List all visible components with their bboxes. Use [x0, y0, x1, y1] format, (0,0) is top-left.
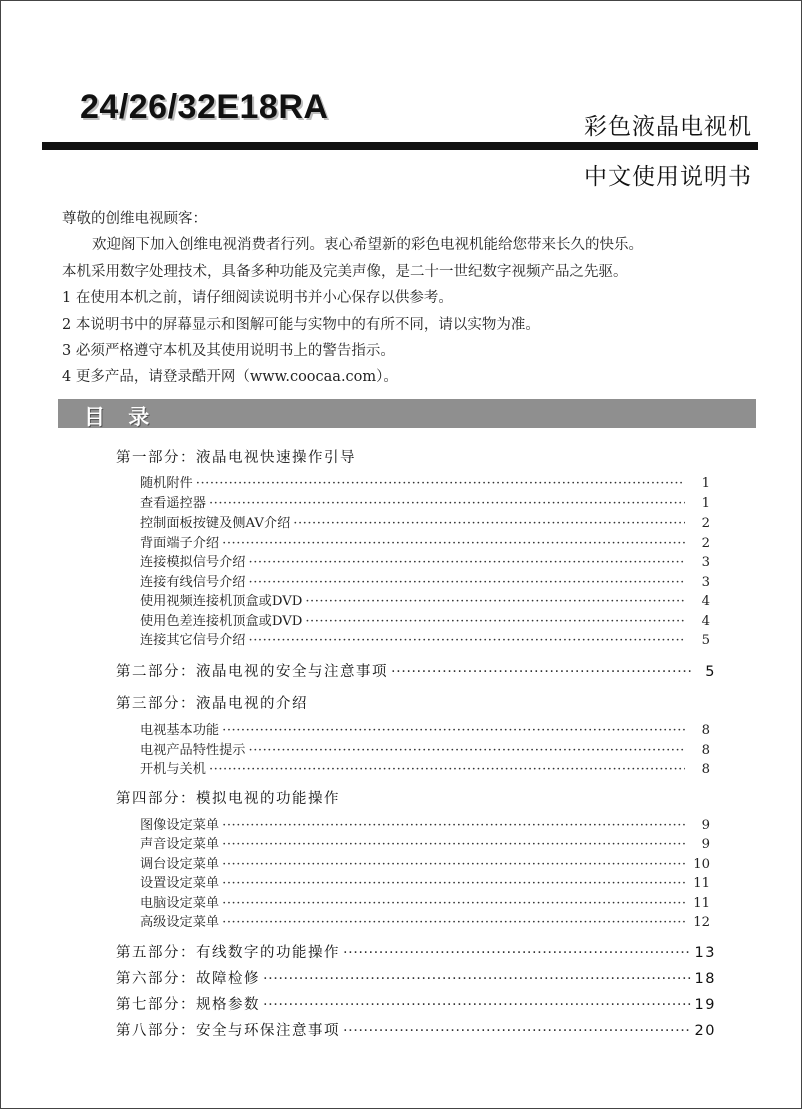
toc-item[interactable]: [140, 719, 710, 738]
toc-item-page: 11: [693, 876, 710, 891]
dot-leader: [222, 896, 685, 911]
toc-item-label: 查看遥控器: [140, 496, 206, 511]
toc-item[interactable]: [140, 532, 710, 551]
dot-leader: [209, 762, 685, 777]
dot-leader: [263, 971, 691, 987]
toc-item-page: 12: [693, 915, 710, 930]
toc-item[interactable]: [140, 610, 710, 629]
toc-item-label: 使用色差连接机顶盒或DVD: [140, 614, 303, 629]
dot-leader: [249, 555, 686, 570]
toc-item-page: 4: [701, 594, 710, 609]
dot-leader: [343, 945, 691, 961]
toc-part-title: 第三部分：液晶电视的介绍: [116, 696, 308, 712]
toc-item[interactable]: [140, 590, 710, 609]
toc-item-page: 3: [701, 555, 710, 570]
toc-item-label: 背面端子介绍: [140, 536, 220, 551]
toc-item-label: 调台设定菜单: [140, 857, 220, 872]
toc-item-page: 4: [701, 614, 710, 629]
toc-item-label: 控制面板按键及侧AV介绍: [140, 516, 291, 531]
intro-line: 1 在使用本机之前，请仔细阅读说明书并小心保存以供参考。: [62, 290, 453, 307]
toc-item[interactable]: [140, 571, 710, 590]
toc-item-label: 开机与关机: [140, 762, 206, 777]
toc-part-title: 第一部分：液晶电视快速操作引导: [116, 450, 356, 466]
toc-item-label: 电视基本功能: [140, 723, 220, 738]
toc-item[interactable]: [140, 814, 710, 833]
dot-leader: [249, 633, 686, 648]
toc-part-3[interactable]: [116, 692, 308, 713]
toc-item-label: 电脑设定菜单: [140, 896, 220, 911]
toc-part-page: 20: [694, 1023, 716, 1039]
toc-item-label: 使用视频连接机顶盒或DVD: [140, 594, 303, 609]
header-rule: [42, 142, 758, 150]
toc-item-label: 连接模拟信号介绍: [140, 555, 246, 570]
dot-leader: [249, 575, 686, 590]
dot-leader: [209, 496, 685, 511]
toc-part-title: 第七部分：规格参数: [116, 997, 260, 1013]
toc-item[interactable]: [140, 472, 710, 491]
dot-leader: [263, 997, 691, 1013]
toc-item[interactable]: [140, 758, 710, 777]
toc-item-page: 1: [701, 496, 710, 511]
toc-item-label: 高级设定菜单: [140, 915, 220, 930]
model-number: 24/26/32E18RA: [80, 88, 329, 126]
toc-part-6[interactable]: [116, 967, 716, 988]
dot-leader: [222, 536, 685, 551]
toc-item[interactable]: [140, 629, 710, 648]
dot-leader: [343, 1023, 691, 1039]
manual-title: 中文使用说明书: [584, 164, 752, 190]
intro-line: 2 本说明书中的屏幕显示和图解可能与实物中的有所不同，请以实物为准。: [62, 316, 540, 333]
toc-part-title: 第二部分：液晶电视的安全与注意事项: [116, 664, 388, 680]
toc-part-page: 19: [694, 997, 716, 1013]
toc-part-title: 第四部分：模拟电视的功能操作: [116, 791, 340, 807]
toc-part-title: 第六部分：故障检修: [116, 971, 260, 987]
toc-item-page: 2: [701, 536, 710, 551]
toc-item[interactable]: [140, 872, 710, 891]
toc-title: 目 录: [84, 405, 158, 429]
toc-item[interactable]: [140, 892, 710, 911]
toc-part-title: 第八部分：安全与环保注意事项: [116, 1023, 340, 1039]
intro-line: 4 更多产品，请登录酷开网（www.coocaa.com）。: [62, 369, 398, 386]
greeting: 尊敬的创维电视顾客：: [62, 211, 207, 227]
toc-item-label: 随机附件: [140, 476, 193, 491]
toc-item-page: 8: [701, 762, 710, 777]
toc-part-2[interactable]: [116, 660, 716, 681]
toc-item[interactable]: [140, 853, 710, 872]
toc-item[interactable]: [140, 492, 710, 511]
toc-part-page: 5: [705, 664, 716, 680]
toc-item-label: 连接有线信号介绍: [140, 575, 246, 590]
toc-item-page: 5: [701, 633, 710, 648]
intro-line: 3 必须严格遵守本机及其使用说明书上的警告指示。: [62, 343, 395, 360]
dot-leader: [222, 837, 685, 852]
dot-leader: [222, 857, 685, 872]
intro-line: 本机采用数字处理技术，具备多种功能及完美声像，是二十一世纪数字视频产品之先驱。: [62, 263, 628, 280]
dot-leader: [196, 476, 685, 491]
toc-part-5[interactable]: [116, 941, 716, 962]
toc-item-label: 图像设定菜单: [140, 818, 220, 833]
product-type: 彩色液晶电视机: [584, 114, 752, 140]
dot-leader: [293, 516, 685, 531]
toc-item[interactable]: [140, 833, 710, 852]
toc-item-page: 11: [693, 896, 710, 911]
intro-line: 欢迎阁下加入创维电视消费者行列。衷心希望新的彩色电视机能给您带来长久的快乐。: [92, 237, 643, 254]
toc-part-7[interactable]: [116, 993, 716, 1014]
toc-item-page: 1: [701, 476, 710, 491]
toc-item-page: 10: [693, 857, 710, 872]
toc-item-page: 9: [701, 837, 710, 852]
toc-part-page: 13: [694, 945, 716, 961]
toc-part-8[interactable]: [116, 1019, 716, 1040]
toc-header-bar: [58, 399, 756, 428]
toc-item-page: 8: [701, 723, 710, 738]
toc-item[interactable]: [140, 911, 710, 930]
dot-leader: [222, 818, 685, 833]
toc-part-page: 18: [694, 971, 716, 987]
dot-leader: [305, 614, 685, 629]
toc-item[interactable]: [140, 739, 710, 758]
toc-item-page: 9: [701, 818, 710, 833]
dot-leader: [305, 594, 685, 609]
toc-part-title: 第五部分：有线数字的功能操作: [116, 945, 340, 961]
dot-leader: [222, 723, 685, 738]
toc-item-label: 电视产品特性提示: [140, 743, 246, 758]
toc-part-1[interactable]: [116, 446, 356, 467]
toc-item-page: 3: [701, 575, 710, 590]
dot-leader: [249, 743, 686, 758]
intro-text: [62, 206, 762, 391]
toc-item-page: 2: [701, 516, 710, 531]
toc-item-page: 8: [701, 743, 710, 758]
toc-item-label: 连接其它信号介绍: [140, 633, 246, 648]
dot-leader: [222, 876, 685, 891]
toc-part-4[interactable]: [116, 787, 340, 808]
dot-leader: [222, 915, 685, 930]
toc-item[interactable]: [140, 551, 710, 570]
toc-item[interactable]: [140, 512, 710, 531]
dot-leader: [391, 664, 691, 680]
toc-item-label: 设置设定菜单: [140, 876, 220, 891]
toc-item-label: 声音设定菜单: [140, 837, 220, 852]
